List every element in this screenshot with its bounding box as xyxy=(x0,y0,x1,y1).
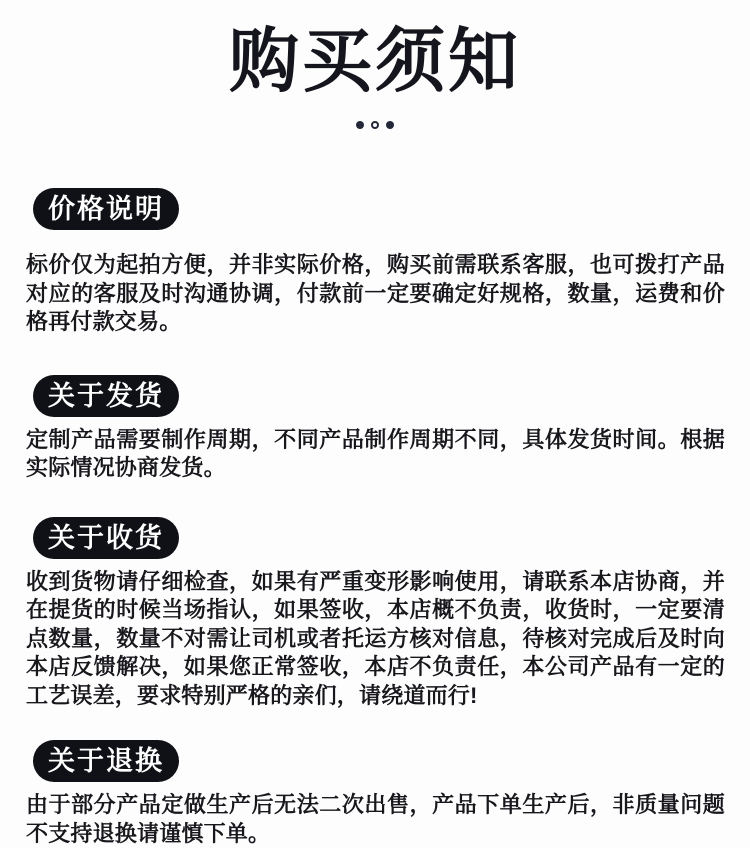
section-price-body: 标价仅为起拍方便，并非实际价格，购买前需联系客服，也可拨打产品对应的客服及时沟通协调，付款前一定要确定好规格，数量，运费和价格再付款交易。 xyxy=(26,252,725,335)
section-shipping xyxy=(26,375,725,483)
section-returns xyxy=(26,740,725,848)
section-shipping-badge: 关于发货 xyxy=(33,375,179,417)
page-title: 购买须知 xyxy=(229,22,521,100)
notice-sections xyxy=(0,188,750,848)
section-price-badge: 价格说明 xyxy=(33,188,179,230)
section-receiving-badge: 关于收货 xyxy=(33,517,179,559)
section-returns-badge: 关于退换 xyxy=(33,740,179,782)
carousel-dots xyxy=(0,120,750,130)
section-price xyxy=(26,188,725,337)
carousel-dot-icon xyxy=(386,121,394,129)
section-receiving xyxy=(26,517,725,711)
section-shipping-body: 定制产品需要制作周期，不同产品制作周期不同，具体发货时间。根据实际情况协商发货。 xyxy=(26,426,725,481)
section-returns-body: 由于部分产品定做生产后无法二次出售，产品下单生产后，非质量问题不支持退换请谨慎下单。 xyxy=(26,792,725,846)
section-receiving-body: 收到货物请仔细检查，如果有严重变形影响使用，请联系本店协商，并在提货的时候当场指认，如果签收，本店概不负责，收货时，一定要清点数量，数量不对需让司机或者托运方核对信息，待核对完成后及时向本店反馈解决，如果您正常签收，本店不负责任，本公司产品有一定的工艺误差，要求特别严格的亲们，请绕道而行! xyxy=(26,568,725,708)
carousel-dot-icon xyxy=(371,121,379,129)
carousel-dot-icon xyxy=(356,121,364,129)
